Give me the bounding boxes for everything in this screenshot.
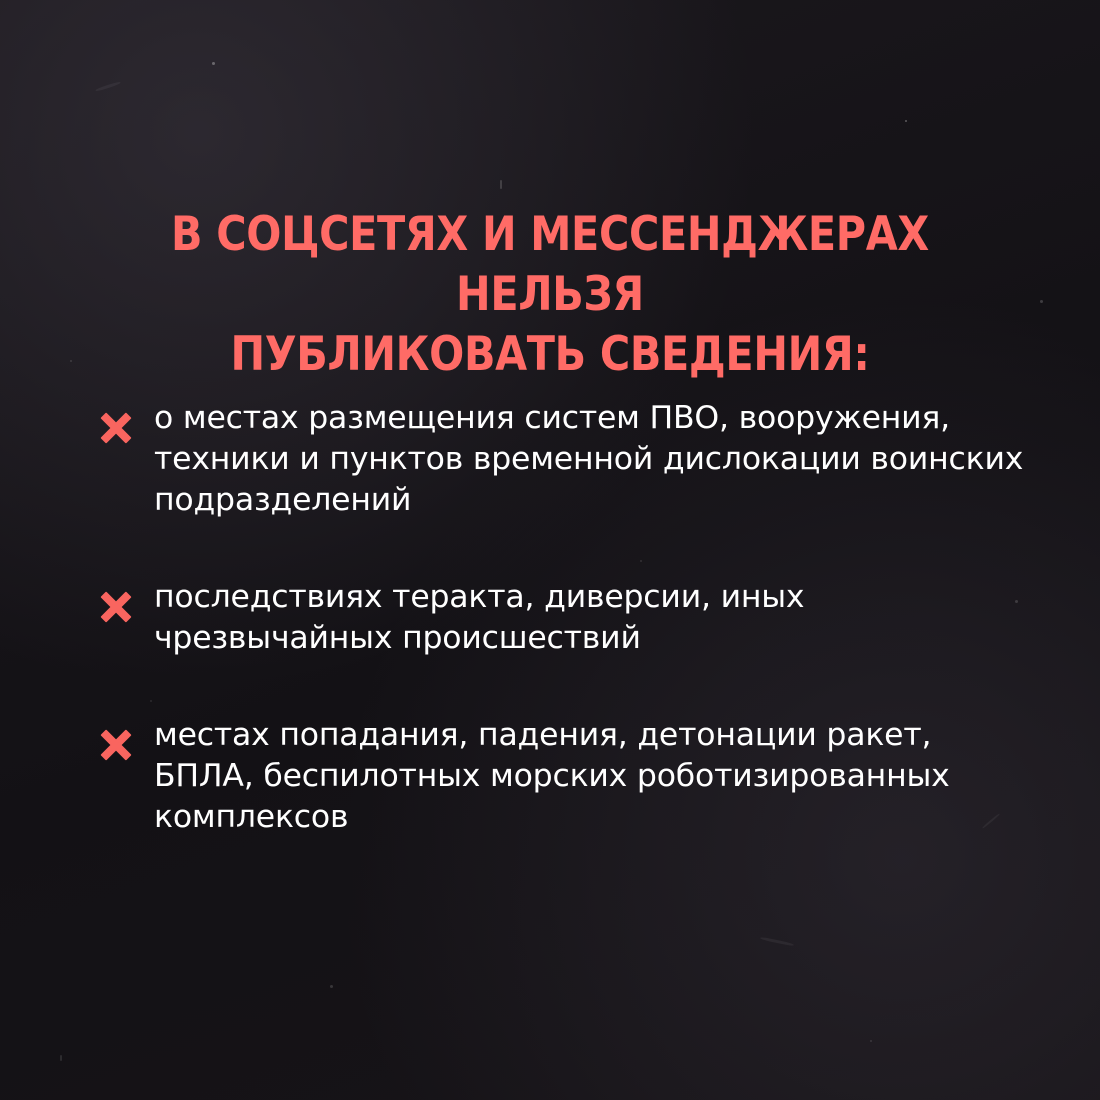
prohibition-list: [96, 398, 1026, 838]
list-item-label: местах попадания, падения, детонации ракет, БПЛА, беспилотных морских роботизированных комплексов: [154, 716, 950, 835]
cross-icon: [96, 587, 136, 627]
list-item-label: последствиях теракта, диверсии, иных чрезвычайных происшествий: [154, 578, 805, 656]
list-item: [96, 398, 1026, 521]
page-title: [128, 205, 973, 385]
list-item-label: о местах размещения систем ПВО, вооружения, техники и пунктов временной дислокации воинских подразделений: [154, 400, 1024, 518]
list-item: [96, 715, 1026, 838]
cross-icon: [96, 408, 136, 448]
cross-icon: [96, 725, 136, 765]
headline-line-2: ПУБЛИКОВАТЬ СВЕДЕНИЯ:: [230, 327, 870, 383]
list-item: [96, 577, 1026, 659]
headline-line-1: В СОЦСЕТЯХ И МЕССЕНДЖЕРАХ НЕЛЬЗЯ: [171, 207, 929, 323]
